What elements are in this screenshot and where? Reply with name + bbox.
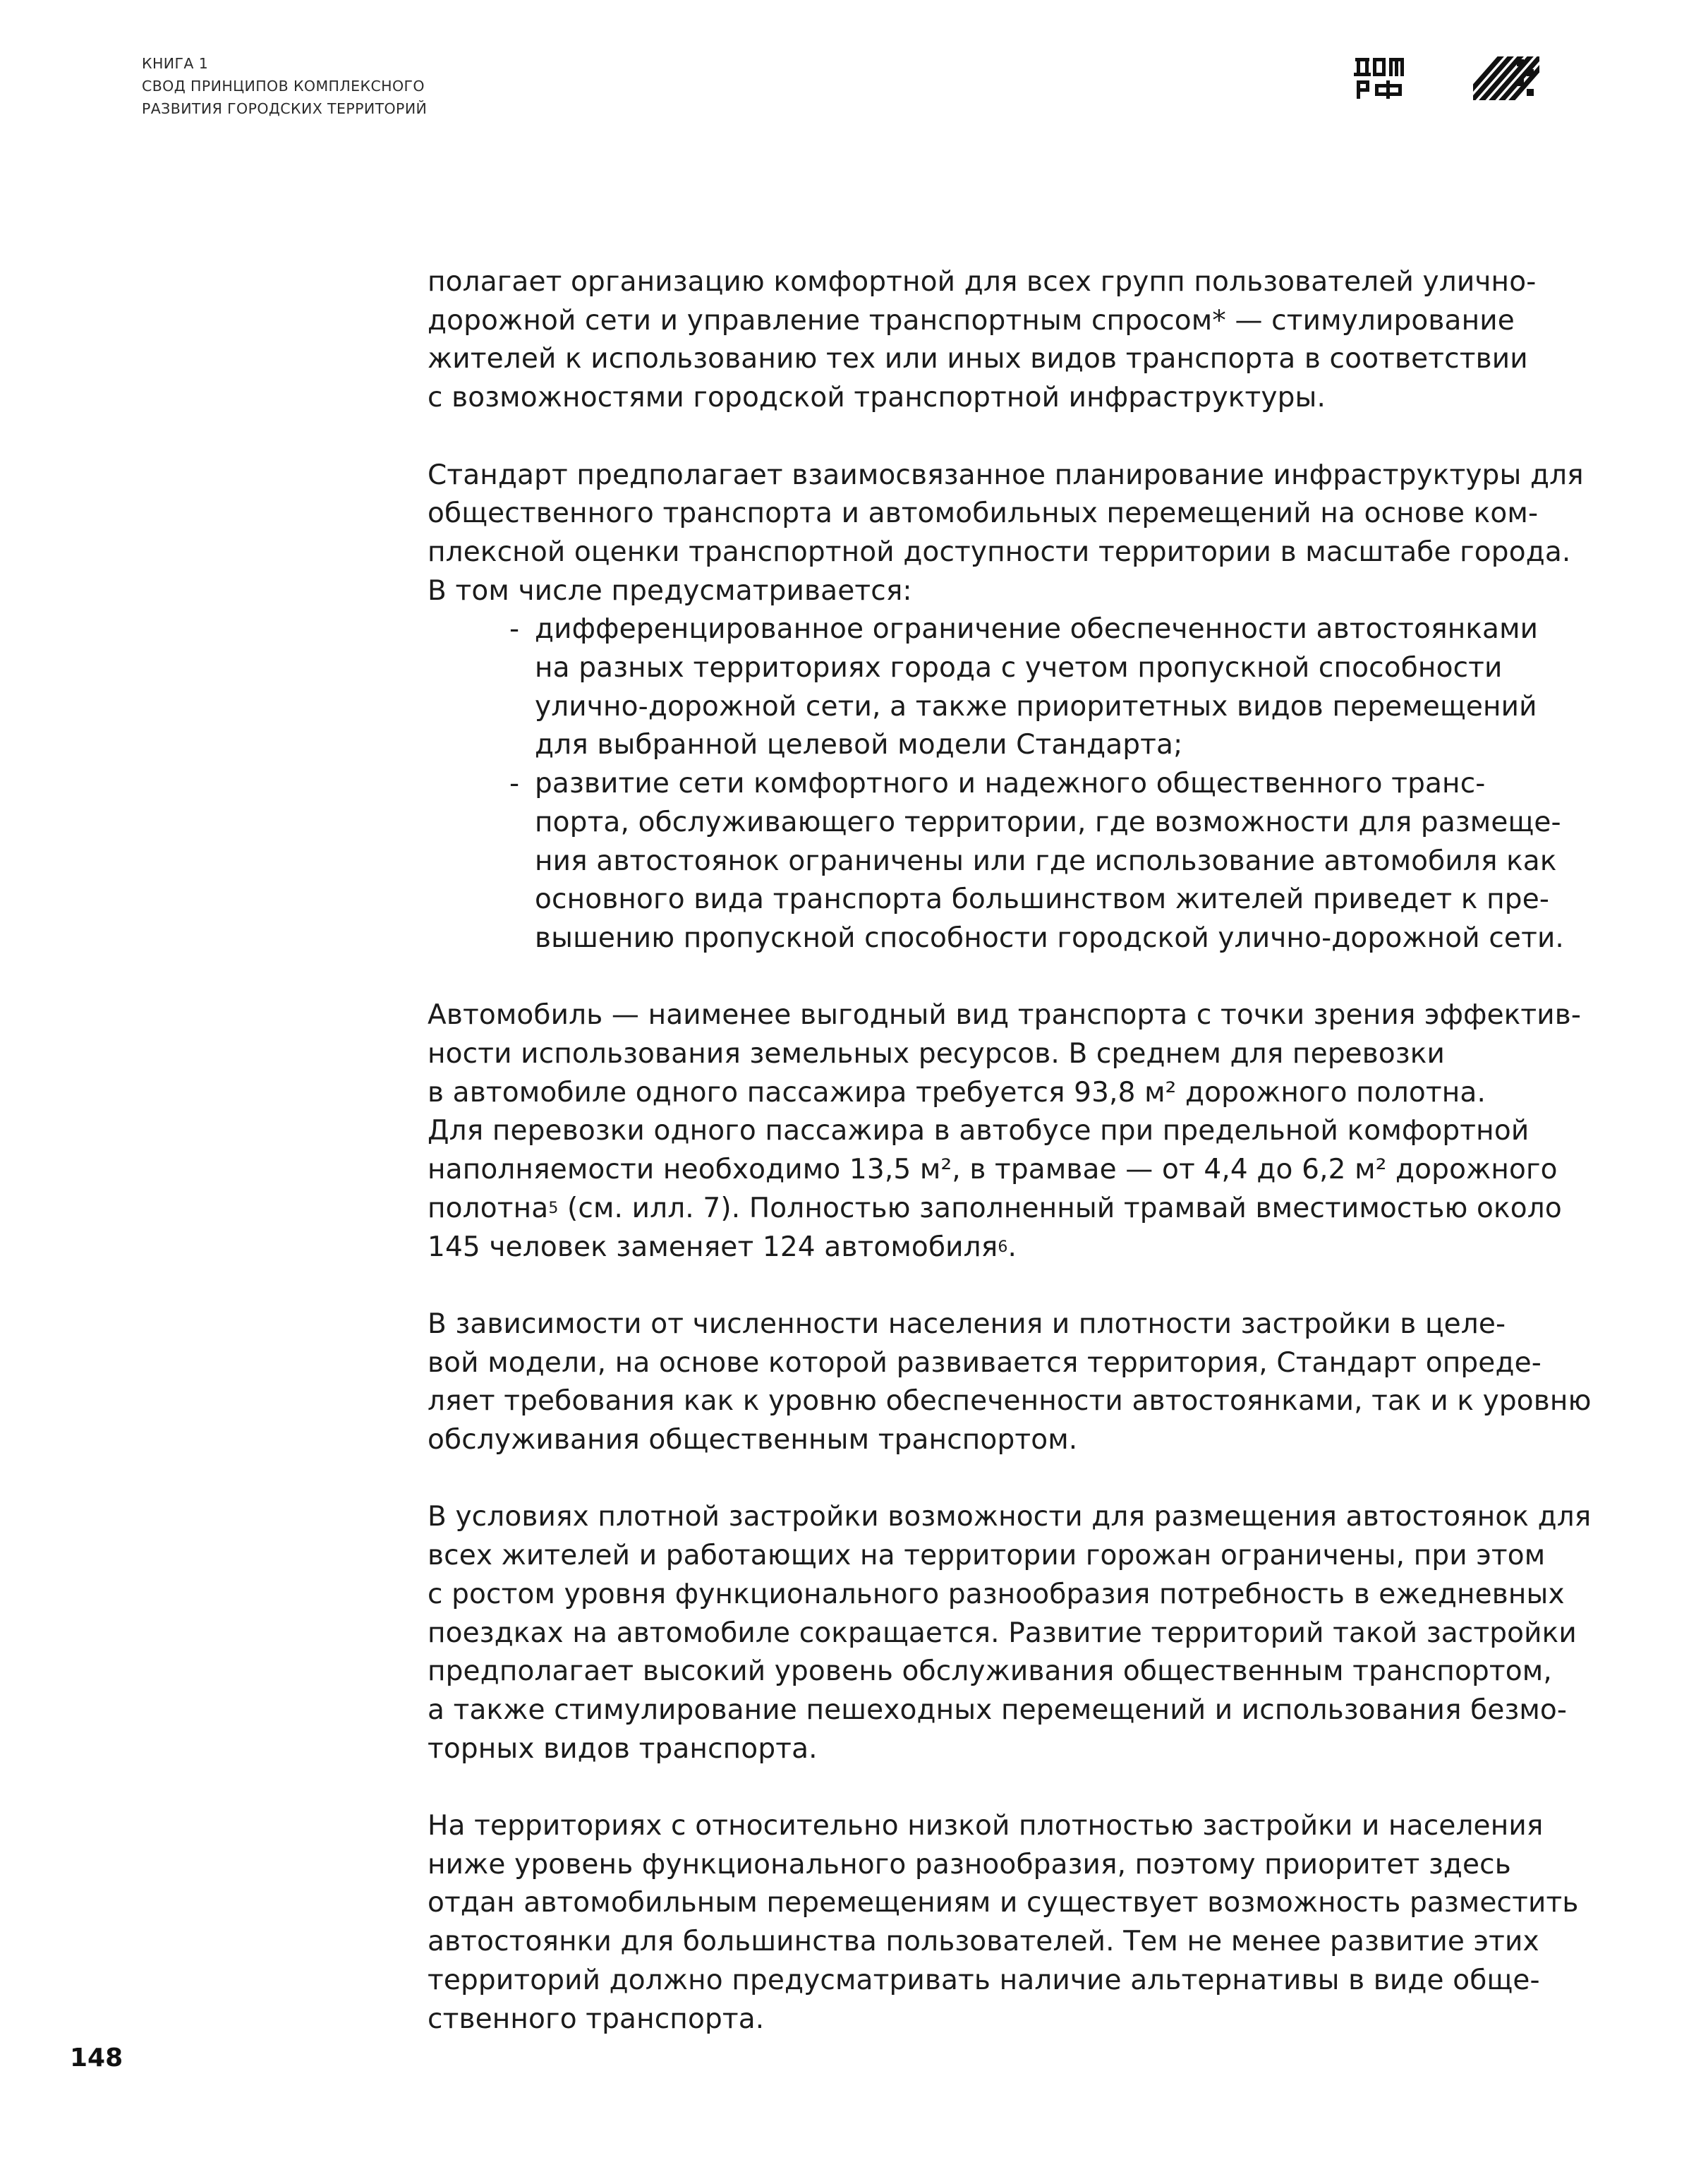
page-number: 148 bbox=[70, 2044, 123, 2072]
paragraph bbox=[428, 996, 1582, 1267]
paragraph bbox=[428, 1498, 1592, 1768]
text-line: обслуживания общественным транспортом. bbox=[428, 1424, 1078, 1456]
text-line: В условиях плотной застройки возможности для размещения автостоянок для bbox=[428, 1501, 1592, 1533]
list-item bbox=[428, 765, 1564, 958]
text-line: В зависимости от численности населения и плотности застройки в целе- bbox=[428, 1308, 1506, 1340]
text-line bbox=[428, 1193, 1562, 1224]
footnote-ref[interactable]: 6 bbox=[998, 1238, 1008, 1256]
text-line: наполняемости необходимо 13,5 м², в трамвае — от 4,4 до 6,2 м² дорожного bbox=[428, 1154, 1558, 1186]
text-line: основного вида транспорта большинством жителей приведет к пре- bbox=[535, 883, 1550, 916]
text-line: улично-дорожной сети, а также приоритетных видов перемещений bbox=[535, 690, 1537, 723]
bullet-dash: - bbox=[509, 613, 520, 646]
text-line: плексной оценки транспортной доступности территории в масштабе города. bbox=[428, 536, 1571, 568]
text-line: Для перевозки одного пассажира в автобусе при предельной комфортной bbox=[428, 1115, 1530, 1147]
text-line: ляет требования как к уровню обеспеченности автостоянками, так и к уровню bbox=[428, 1385, 1592, 1418]
text-line: торных видов транспорта. bbox=[428, 1732, 818, 1765]
text-line: с возможностями городской транспортной инфраструктуры. bbox=[428, 382, 1326, 414]
text-line: общественного транспорта и автомобильных перемещений на основе ком- bbox=[428, 497, 1539, 530]
striped-square-logo bbox=[1473, 56, 1539, 100]
text-line: вышению пропускной способности городской улично-дорожной сети. bbox=[535, 922, 1564, 954]
text-line: ности использования земельных ресурсов. В среднем для перевозки bbox=[428, 1038, 1445, 1070]
book-title bbox=[142, 52, 427, 120]
text-line: с ростом уровня функционального разнообразия потребность в ежедневных bbox=[428, 1578, 1565, 1610]
text-line: а также стимулирование пешеходных перемещений и использования безмо- bbox=[428, 1694, 1568, 1726]
text-line: территорий должно предусматривать наличие альтернативы в виде обще- bbox=[428, 1964, 1540, 1996]
text-line: На территориях с относительно низкой плотностью застройки и населения bbox=[428, 1810, 1544, 1842]
book-title-line: КНИГА 1 bbox=[142, 55, 209, 72]
text-line: отдан автомобильным перемещениям и существует возможность разместить bbox=[428, 1887, 1579, 1919]
text-line: вой модели, на основе которой развивается территория, Стандарт опреде- bbox=[428, 1346, 1542, 1379]
text-line bbox=[428, 1231, 1017, 1263]
text-line: в автомобиле одного пассажира требуется 93,8 м² дорожного полотна. bbox=[428, 1076, 1486, 1109]
text-line: поездках на автомобиле сокращается. Развитие территорий такой застройки bbox=[428, 1617, 1577, 1649]
text-line: для выбранной целевой модели Стандарта; bbox=[535, 729, 1183, 761]
text-line: порта, обслуживающего территории, где возможности для размеще- bbox=[535, 806, 1561, 838]
text-line: Стандарт предполагает взаимосвязанное планирование инфраструктуры для bbox=[428, 459, 1584, 491]
paragraph bbox=[428, 457, 1584, 958]
footnote-ref[interactable]: 5 bbox=[548, 1199, 559, 1217]
book-title-line: РАЗВИТИЯ ГОРОДСКИХ ТЕРРИТОРИЙ bbox=[142, 100, 428, 117]
text-line: всех жителей и работающих на территории горожан ограничены, при этом bbox=[428, 1540, 1546, 1572]
text-line: полагает организацию комфортной для всех групп пользователей улично- bbox=[428, 266, 1537, 298]
text-fragment: . bbox=[1007, 1231, 1017, 1263]
text-line: дорожной сети и управление транспортным спросом* — стимулирование bbox=[428, 304, 1515, 337]
paragraph bbox=[428, 1807, 1579, 2039]
text-fragment: 145 человек заменяет 124 автомобиля bbox=[428, 1231, 998, 1263]
text-line: развитие сети комфортного и надежного общественного транс- bbox=[535, 768, 1486, 800]
body-text bbox=[428, 263, 1592, 2039]
text-line: ния автостоянок ограничены или где использование автомобиля как bbox=[535, 845, 1557, 877]
text-line: ниже уровень функционального разнообразия, поэтому приоритет здесь bbox=[428, 1848, 1511, 1881]
text-line: дифференцированное ограничение обеспеченности автостоянками bbox=[535, 613, 1539, 646]
text-line: предполагает высокий уровень обслуживания общественным транспортом, bbox=[428, 1655, 1552, 1688]
text-line: на разных территориях города с учетом пропускной способности bbox=[535, 652, 1503, 684]
paragraph bbox=[428, 1305, 1592, 1460]
book-title-line: СВОД ПРИНЦИПОВ КОМПЛЕКСНОГО bbox=[142, 78, 425, 95]
list-item bbox=[428, 610, 1556, 765]
text-line: ственного транспорта. bbox=[428, 2003, 765, 2035]
text-line: В том числе предусматривается: bbox=[428, 574, 912, 607]
paragraph bbox=[428, 263, 1556, 418]
text-fragment: (см. илл. 7). Полностью заполненный трамвай вместимостью около bbox=[558, 1192, 1562, 1224]
bullet-dash: - bbox=[509, 768, 520, 800]
text-line: автостоянки для большинства пользователей. Тем не менее развитие этих bbox=[428, 1926, 1539, 1958]
text-line: жителей к использованию тех или иных видов транспорта в соответствии bbox=[428, 343, 1528, 375]
text-fragment: полотна bbox=[428, 1192, 549, 1224]
text-line: Автомобиль — наименее выгодный вид транспорта с точки зрения эффектив- bbox=[428, 999, 1582, 1032]
dom-rf-logo bbox=[1354, 55, 1405, 100]
